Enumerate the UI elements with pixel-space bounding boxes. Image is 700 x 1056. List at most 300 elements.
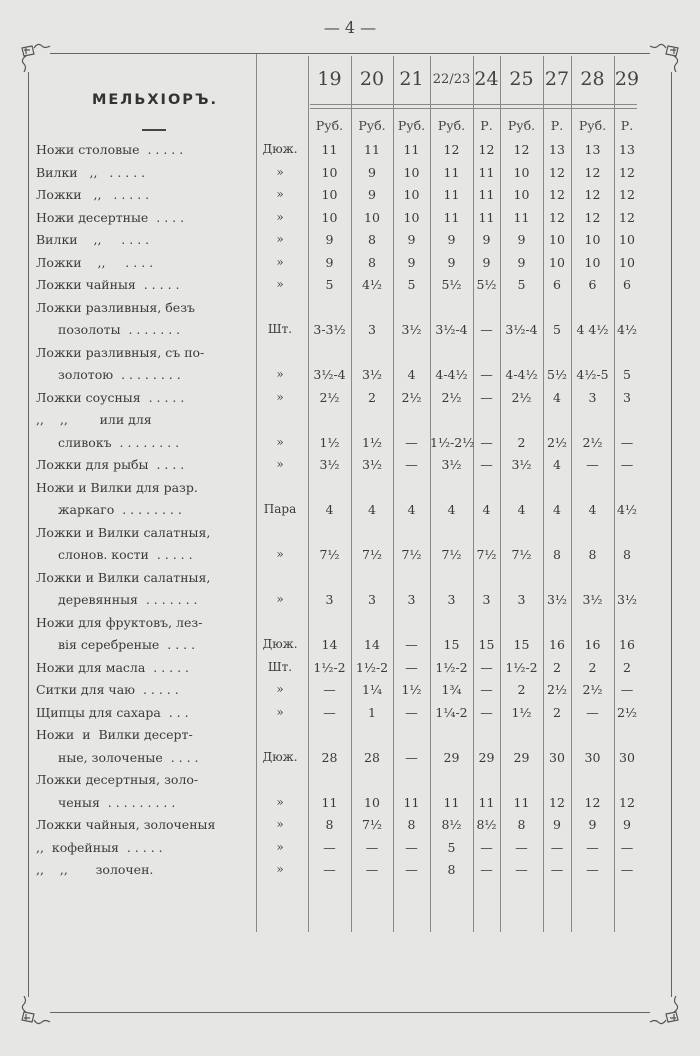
price-cell: 9 (482, 232, 491, 247)
price-cell: 8 (447, 862, 456, 877)
price-cell: 2 (553, 704, 561, 720)
price-cell: 8 (588, 547, 597, 562)
item-label: Ложки разливныя, безъ (36, 299, 195, 315)
price-cell: — (586, 839, 599, 855)
price-cell: 11 (513, 794, 530, 810)
price-cell: 3½-4 (313, 367, 346, 382)
price-cell: 3½ (361, 457, 383, 472)
currency-unit: Руб. (397, 118, 426, 133)
price-cell: 8½ (476, 817, 497, 832)
price-cell: — (323, 839, 336, 855)
price-cell: 30 (549, 749, 565, 765)
item-label: Ножи десертные . . . . (36, 209, 185, 225)
price-cell: 12 (549, 187, 565, 202)
price-cell: 14 (321, 637, 338, 652)
price-cell: 30 (619, 749, 635, 765)
column-header-19: 19 (317, 68, 342, 90)
column-header-29: 29 (614, 68, 640, 90)
unit-label: » (276, 389, 284, 404)
price-cell: 7½ (361, 817, 383, 832)
item-label: Ситки для чаю . . . . . (36, 682, 179, 697)
column-header-20: 20 (359, 68, 385, 90)
price-cell: 7½ (319, 547, 340, 562)
unit-label: » (276, 164, 284, 179)
price-cell: 9 (588, 817, 597, 832)
price-cell: 12 (549, 209, 565, 225)
price-cell: 2 (368, 389, 376, 405)
price-cell: 3½ (401, 322, 422, 337)
column-header-27: 27 (544, 68, 570, 90)
price-cell: 3½ (616, 592, 638, 607)
item-label: Ножи и Вилки десерт- (36, 727, 193, 742)
price-cell: 29 (513, 749, 530, 765)
price-cell: 7½ (361, 547, 383, 562)
unit-label: Дюж. (262, 749, 298, 764)
price-cell: 16 (619, 637, 635, 652)
price-cell: 2½ (582, 682, 603, 697)
price-cell: 7½ (401, 547, 422, 562)
price-cell: 12 (619, 209, 635, 225)
price-cell: 1½ (361, 434, 383, 450)
item-label: жаркаго . . . . . . . . (58, 502, 182, 517)
unit-label: » (276, 367, 284, 381)
item-label: Ножи для масла . . . . . (36, 659, 190, 675)
price-cell: 8 (623, 547, 631, 562)
price-cell: 2½ (441, 389, 462, 405)
price-cell: 2 (517, 434, 526, 450)
price-cell: 4½-5 (576, 367, 609, 382)
title-dash (142, 129, 166, 131)
price-cell: 3½ (441, 457, 462, 472)
price-cell: — (480, 862, 493, 877)
price-cell: 2 (623, 659, 631, 675)
item-label: деревянныя . . . . . . . (58, 592, 198, 607)
price-cell: 12 (443, 142, 460, 157)
price-cell: 2 (517, 682, 526, 697)
price-cell: 3 (447, 592, 456, 607)
price-cell: 3 (368, 592, 376, 607)
price-cell: 8 (368, 254, 376, 270)
item-label: Ложки и Вилки салатныя, (36, 569, 211, 585)
price-cell: 5 (623, 367, 631, 382)
unit-label: Шт. (267, 322, 293, 336)
price-cell: 9 (368, 164, 376, 180)
price-cell: 12 (619, 164, 635, 180)
unit-label: » (276, 209, 284, 224)
price-cell: — (480, 367, 493, 382)
price-cell: 6 (588, 277, 597, 292)
unit-label: » (276, 187, 284, 201)
price-cell: 4 (553, 457, 561, 472)
item-label: позолоты . . . . . . . (58, 322, 181, 337)
price-cell: 1¾ (441, 682, 462, 697)
price-cell: 3 (517, 592, 526, 607)
price-cell: — (620, 862, 634, 877)
price-cell: 4½ (616, 502, 638, 517)
price-cell: 15 (443, 637, 460, 652)
corner-ornament-icon (648, 40, 682, 74)
currency-unit: Руб. (507, 118, 536, 133)
price-cell: 11 (478, 209, 495, 225)
price-cell: — (586, 862, 599, 877)
item-label: Ложки ,, . . . . (36, 254, 154, 270)
price-cell: 10 (403, 209, 420, 225)
item-label: Ножи для фруктовъ, лез- (36, 614, 203, 630)
price-cell: 3 (325, 592, 334, 607)
price-cell: — (480, 457, 493, 472)
price-cell: 12 (619, 187, 635, 202)
price-cell: 5 (407, 277, 416, 292)
unit-label: Дюж. (262, 142, 298, 156)
price-cell: 10 (364, 209, 380, 225)
price-cell: — (405, 839, 418, 855)
price-cell: 3½ (361, 367, 383, 382)
price-cell: 1½-2 (505, 659, 538, 675)
price-cell: — (405, 749, 418, 765)
item-label: Щипцы для сахара . . . (36, 704, 189, 720)
price-cell: 3 (368, 322, 376, 337)
price-cell: 9 (517, 254, 526, 270)
price-cell: 4 (517, 502, 526, 517)
price-cell: 4½ (361, 277, 383, 292)
price-cell: 11 (443, 187, 460, 202)
price-cell: 1½-2 (355, 659, 389, 675)
price-cell: — (405, 637, 418, 652)
price-cell: 2½ (546, 434, 568, 450)
price-cell: 5½ (441, 277, 462, 292)
price-cell: 3½-4 (435, 322, 468, 337)
item-label: Ложки десертныя, золо- (36, 772, 199, 787)
price-cell: — (515, 862, 528, 877)
price-cell: — (365, 839, 379, 855)
header-rule (310, 108, 637, 109)
item-label: ные, золоченые . . . . (58, 749, 199, 765)
price-cell: 1½ (401, 682, 422, 697)
price-cell: 5 (447, 839, 456, 855)
price-cell: 3 (623, 389, 631, 405)
column-header-25: 25 (509, 68, 534, 90)
price-cell: — (480, 659, 493, 675)
price-cell: 9 (517, 232, 526, 247)
item-label: золотою . . . . . . . . (58, 367, 181, 382)
price-cell: — (405, 457, 418, 472)
price-cell: 7½ (511, 547, 532, 562)
price-cell: 6 (623, 277, 631, 292)
price-cell: 4 (447, 502, 456, 517)
price-cell: 1¼ (361, 682, 383, 697)
price-cell: — (323, 862, 336, 877)
price-cell: 6 (553, 277, 561, 292)
price-cell: 12 (513, 142, 530, 157)
price-cell: 10 (321, 209, 338, 225)
price-cell: 10 (619, 232, 635, 247)
price-cell: 8 (553, 547, 561, 562)
price-cell: 4 (407, 367, 416, 382)
price-cell: 4 (553, 389, 561, 405)
price-cell: 10 (364, 794, 380, 810)
price-cell: 10 (549, 254, 565, 270)
price-cell: — (620, 434, 634, 450)
price-cell: 11 (321, 142, 338, 157)
price-cell: 11 (403, 794, 420, 810)
price-cell: 9 (623, 817, 631, 832)
price-cell: 4-4½ (505, 367, 538, 382)
price-cell: 10 (549, 232, 565, 247)
corner-ornament-icon (18, 40, 52, 74)
price-cell: 3 (482, 592, 491, 607)
price-cell: 11 (478, 794, 495, 810)
price-cell: — (620, 682, 634, 697)
price-cell: 9 (447, 254, 456, 270)
price-cell: 12 (584, 794, 601, 810)
price-cell: 5 (325, 277, 334, 292)
item-label: вія серебреные . . . . (58, 637, 196, 652)
unit-label: » (276, 592, 284, 606)
price-cell: 11 (403, 142, 420, 157)
item-label: Ножи столовые . . . . . (36, 142, 184, 157)
price-cell: 12 (584, 209, 601, 225)
currency-unit: Руб. (315, 118, 344, 133)
price-cell: — (405, 659, 418, 675)
price-cell: 28 (364, 749, 380, 765)
item-label: слонов. кости . . . . . (58, 547, 193, 562)
item-label: Ложки чайныя, золоченыя (36, 817, 216, 832)
price-cell: 9 (407, 254, 416, 270)
price-cell: 2 (588, 659, 597, 675)
price-cell: 3½ (546, 592, 568, 607)
price-cell: 8 (368, 232, 376, 247)
price-cell: 11 (321, 794, 338, 810)
price-cell: 1 (368, 704, 376, 720)
price-cell: 10 (513, 164, 530, 180)
unit-label: Дюж. (262, 637, 298, 651)
price-cell: 29 (478, 749, 495, 765)
column-header-21: 21 (399, 68, 424, 90)
frame-left-rule (28, 72, 29, 997)
unit-label: » (276, 862, 284, 876)
price-cell: 10 (584, 232, 601, 247)
price-cell: 10 (403, 187, 420, 202)
price-cell: 8 (325, 817, 334, 832)
price-cell: 1½-2½ (430, 434, 475, 450)
price-cell: 28 (321, 749, 338, 765)
price-cell: 5½ (546, 367, 568, 382)
unit-label: » (276, 794, 284, 809)
price-cell: 2½ (616, 704, 638, 720)
price-cell: 9 (368, 187, 376, 202)
unit-label: Шт. (267, 659, 293, 674)
frame-bottom-rule (50, 1012, 650, 1013)
price-cell: 4½ (616, 322, 638, 337)
price-cell: 16 (549, 637, 565, 652)
price-cell: — (480, 839, 493, 855)
item-label: Ложки для рыбы . . . . (36, 457, 185, 472)
price-cell: 30 (584, 749, 601, 765)
price-cell: — (480, 682, 493, 697)
item-label: Вилки ,, . . . . (36, 232, 150, 247)
item-label: Ложки ,, . . . . . (36, 187, 150, 202)
price-cell: 12 (549, 164, 565, 180)
price-cell: 11 (478, 187, 495, 202)
column-header-28: 28 (580, 68, 605, 90)
price-cell: 11 (364, 142, 380, 157)
currency-unit: Р. (620, 118, 634, 133)
price-cell: — (480, 389, 493, 405)
price-cell: 2½ (511, 389, 532, 405)
price-cell: 3-3½ (313, 322, 346, 337)
price-cell: 10 (584, 254, 601, 270)
currency-unit: Руб. (578, 118, 607, 133)
price-cell: 13 (619, 142, 635, 157)
item-label: Ложки соусныя . . . . . (36, 389, 185, 405)
price-cell: 11 (513, 209, 530, 225)
price-cell: — (586, 457, 599, 472)
unit-label: » (276, 682, 284, 696)
price-cell: — (515, 839, 528, 855)
frame-right-rule (671, 72, 672, 997)
price-cell: 10 (403, 164, 420, 180)
price-cell: 10 (513, 187, 530, 202)
price-cell: 3½-4 (505, 322, 538, 337)
price-cell: — (323, 704, 336, 720)
price-cell: 7½ (476, 547, 497, 562)
item-label: ченыя . . . . . . . . . (58, 794, 176, 810)
price-cell: — (365, 862, 379, 877)
price-cell: 15 (478, 637, 495, 652)
price-cell: 2½ (546, 682, 568, 697)
price-cell: 8 (517, 817, 526, 832)
price-cell: — (323, 682, 336, 697)
price-cell: 4 (325, 502, 334, 517)
currency-unit: Р. (480, 118, 493, 133)
price-cell: 29 (443, 749, 460, 765)
price-cell: 5 (517, 277, 526, 292)
corner-ornament-icon (648, 994, 682, 1028)
price-cell: — (480, 434, 493, 450)
item-label: Ножи и Вилки для разр. (36, 479, 198, 495)
price-cell: 2 (553, 659, 561, 675)
price-cell: 16 (584, 637, 601, 652)
price-cell: 4-4½ (435, 367, 468, 382)
item-label: Ложки и Вилки салатныя, (36, 524, 211, 540)
price-cell: 9 (407, 232, 416, 247)
price-cell: — (405, 862, 418, 877)
price-cell: — (550, 862, 564, 877)
price-cell: 5 (553, 322, 561, 337)
price-cell: 12 (619, 794, 635, 810)
price-cell: 7½ (441, 547, 462, 562)
price-cell: 9 (325, 254, 334, 270)
price-cell: 1½-2 (435, 659, 468, 675)
price-cell: 2½ (401, 389, 422, 405)
currency-unit: Руб. (437, 118, 466, 133)
section-title: МЕЛЬХІОРЪ. (91, 92, 219, 108)
price-cell: 1½ (511, 704, 532, 720)
price-cell: — (586, 704, 599, 720)
price-cell: 13 (584, 142, 601, 157)
unit-label: » (276, 254, 284, 269)
price-cell: 13 (549, 142, 565, 157)
price-cell: 4 (482, 502, 491, 517)
price-cell: 1¼-2 (435, 704, 468, 720)
column-header-22-23: 22/23 (432, 72, 471, 87)
price-cell: 9 (553, 817, 561, 832)
price-cell: 8 (407, 817, 416, 832)
page-number: — 4 — (323, 18, 377, 37)
price-cell: — (620, 839, 634, 855)
price-cell: — (550, 839, 564, 855)
price-cell: 2½ (582, 434, 603, 450)
price-cell: 11 (443, 164, 460, 180)
price-cell: 4 4½ (576, 322, 609, 337)
price-cell: 1½ (319, 434, 340, 450)
price-cell: 3 (588, 389, 597, 405)
price-cell: — (620, 457, 634, 472)
unit-label: » (276, 277, 284, 291)
currency-unit: Р. (550, 118, 564, 133)
price-cell: — (405, 704, 418, 720)
price-cell: 12 (584, 164, 601, 180)
price-cell: 11 (478, 164, 495, 180)
price-cell: 3½ (319, 457, 340, 472)
unit-label: » (276, 817, 284, 831)
price-cell: 10 (321, 187, 338, 202)
price-cell: — (480, 704, 493, 720)
item-label: ,, кофейныя . . . . . (36, 839, 163, 855)
unit-label: » (276, 704, 284, 719)
unit-label: Пара (263, 502, 297, 516)
price-cell: 4 (368, 502, 376, 517)
price-cell: 3½ (582, 592, 603, 607)
price-cell: 1½-2 (313, 659, 346, 675)
price-cell: 12 (549, 794, 565, 810)
column-header-24: 24 (474, 68, 499, 90)
price-cell: 4 (588, 502, 597, 517)
item-label: ,, ,, золочен. (36, 862, 154, 877)
item-label: Ложки чайныя . . . . . (36, 277, 180, 292)
price-cell: 2½ (319, 389, 340, 405)
unit-label: » (276, 547, 284, 561)
unit-label: » (276, 434, 284, 449)
unit-label: » (276, 232, 284, 246)
price-cell: 8½ (441, 817, 462, 832)
price-cell: 15 (513, 637, 530, 652)
price-cell: 3 (407, 592, 416, 607)
price-cell: 12 (584, 187, 601, 202)
header-rule (310, 104, 637, 105)
price-cell: 4 (407, 502, 416, 517)
price-cell: 4 (553, 502, 561, 517)
item-label: сливокъ . . . . . . . . (58, 434, 180, 450)
price-cell: 11 (443, 209, 460, 225)
currency-unit: Руб. (358, 118, 386, 133)
corner-ornament-icon (18, 994, 52, 1028)
frame-top-rule (50, 53, 650, 54)
price-cell: — (480, 322, 493, 337)
price-cell: — (405, 434, 418, 450)
price-cell: 9 (447, 232, 456, 247)
price-cell: 9 (482, 254, 491, 270)
price-cell: 10 (619, 254, 635, 270)
unit-label: » (276, 839, 284, 854)
price-cell: 12 (478, 142, 495, 157)
unit-label: » (276, 457, 284, 471)
item-label: Вилки ,, . . . . . (36, 164, 146, 180)
price-cell: 11 (443, 794, 460, 810)
price-cell: 3½ (511, 457, 532, 472)
price-cell: 10 (321, 164, 338, 180)
item-label: Ложки разливныя, съ по- (36, 344, 205, 360)
